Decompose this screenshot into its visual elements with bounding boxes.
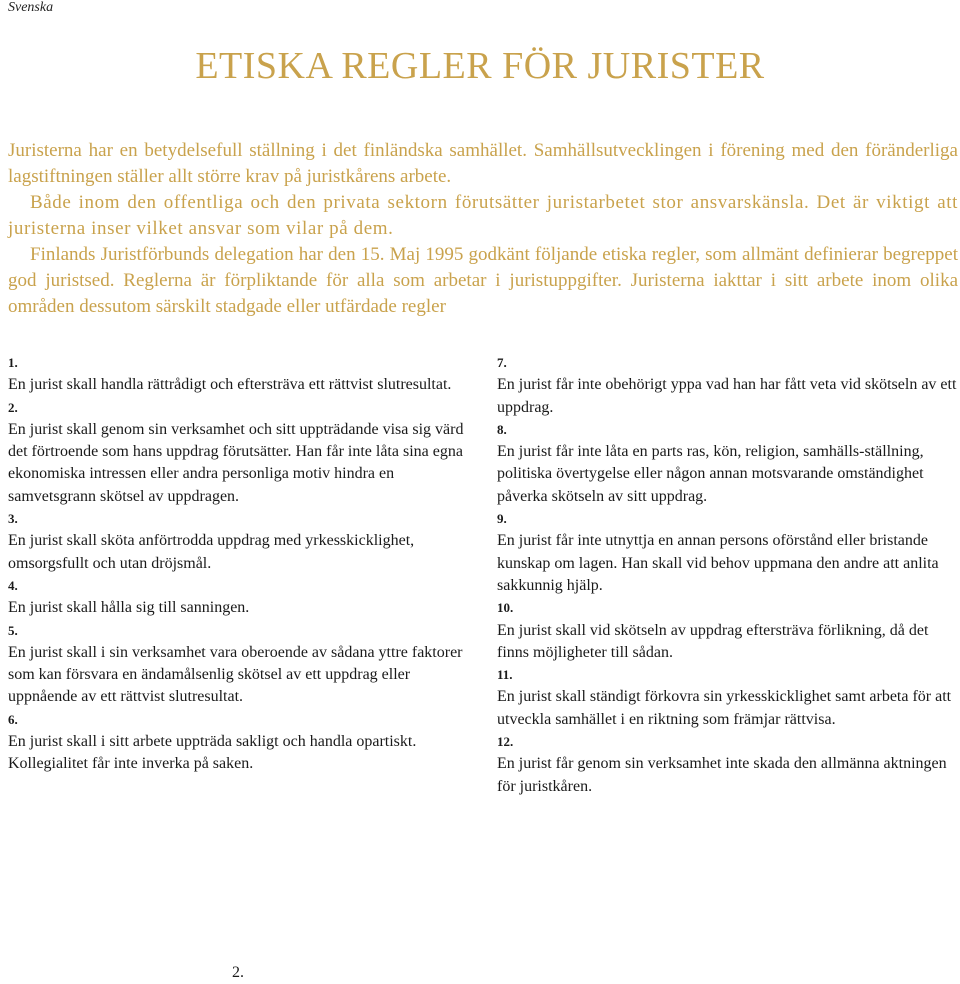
rules-left-column xyxy=(8,352,478,776)
rule-item xyxy=(8,709,478,776)
rule-number: 9. xyxy=(497,511,507,527)
rule-item xyxy=(8,575,478,620)
rule-number: 4. xyxy=(8,577,18,593)
page-number: 2. xyxy=(232,964,244,981)
rule-text: En jurist får inte utnyttja en annan persons oförstånd eller bristande kunskap om lagen. Han skall vid behov uppmana den andre att anlita sakkunnig hjälp. xyxy=(497,532,939,594)
rule-item xyxy=(497,419,959,508)
rule-text: En jurist får inte obehörigt yppa vad han har fått veta vid skötseln av ett uppdrag. xyxy=(497,376,957,416)
rule-number: 1. xyxy=(8,355,18,370)
language-label: Svenska xyxy=(8,0,54,15)
rule-text: En jurist skall i sitt arbete uppträda sakligt och handla opartiskt. Kollegialitet får inte inverka på saken. xyxy=(8,733,417,773)
rule-number: 8. xyxy=(497,421,507,437)
rule-item xyxy=(8,352,478,397)
rule-item xyxy=(497,597,959,664)
intro-paragraph: Finlands Juristförbunds delegation har den 15. Maj 1995 godkänt följande etiska regler, som allmänt definierar begreppet god juristsed. Reglerna är förpliktande för alla som arbetar i juristuppgifter. Juristerna iakttar i sitt arbete inom olika områden dessutom särskilt stadgade eller utfärdade regler xyxy=(8,244,958,317)
rule-text: En jurist skall hålla sig till sanningen. xyxy=(8,599,250,617)
rule-text: En jurist skall vid skötseln av uppdrag eftersträva förlikning, då det finns möjligheter till sådan. xyxy=(497,621,929,661)
intro-paragraph: Juristerna har en betydelsefull ställning i det finländska samhället. Samhällsutvecklingen i förening med den föränderliga lagstiftningen ställer allt större krav på juristkårens arbete. xyxy=(8,140,958,187)
rule-number: 7. xyxy=(497,355,507,370)
rule-item xyxy=(8,508,478,575)
rule-text: En jurist skall handla rättrådigt och eftersträva ett rättvist slutresultat. xyxy=(8,376,452,394)
rule-item xyxy=(8,620,478,709)
rule-item xyxy=(8,397,478,508)
rule-number: 2. xyxy=(8,399,18,415)
page-title: ETISKA REGLER FÖR JURISTER xyxy=(195,45,765,87)
rule-number: 10. xyxy=(497,600,514,616)
rule-item xyxy=(497,508,959,597)
rule-text: En jurist får genom sin verksamhet inte skada den allmänna aktningen för juristkåren. xyxy=(497,755,947,795)
rule-item xyxy=(497,664,959,731)
rule-text: En jurist får inte låta en parts ras, kön, religion, samhälls-ställning, politiska övertygelse eller någon annan motsvarande omständighet påverka skötseln av sitt uppdrag. xyxy=(497,443,924,505)
rule-text: En jurist skall genom sin verksamhet och sitt uppträdande visa sig värd det förtroende som hans uppdrag förutsätter. Han får inte låta sina egna ekonomiska intressen eller andra personliga motiv hindra en samvetsgrann skötsel av uppdragen. xyxy=(8,420,464,505)
rules-right-column xyxy=(497,352,959,798)
rule-text: En jurist skall i sin verksamhet vara oberoende av sådana yttre faktorer som kan försvara en ändamålsenlig skötsel av ett uppdrag eller uppnående av ett rättvist slutresultat. xyxy=(8,643,463,706)
intro-paragraph: Både inom den offentliga och den privata sektorn förutsätter juristarbetet stor ansvarskänsla. Det är viktigt att juristerna inser vilket ansvar som vilar på dem. xyxy=(8,192,958,239)
rule-number: 12. xyxy=(497,734,514,750)
rule-number: 6. xyxy=(8,711,18,727)
rule-number: 3. xyxy=(8,511,18,527)
rule-text: En jurist skall ständigt förkovra sin yrkesskicklighet samt arbeta för att utveckla samhället i en riktning som främjar rättvisa. xyxy=(497,688,952,728)
rule-item xyxy=(497,352,959,419)
rule-item xyxy=(497,731,959,798)
intro-section xyxy=(8,138,958,320)
rule-number: 11. xyxy=(497,667,513,683)
rule-text: En jurist skall sköta anförtrodda uppdrag med yrkesskicklighet, omsorgsfullt och utan dröjsmål. xyxy=(8,532,415,572)
rule-number: 5. xyxy=(8,622,18,638)
